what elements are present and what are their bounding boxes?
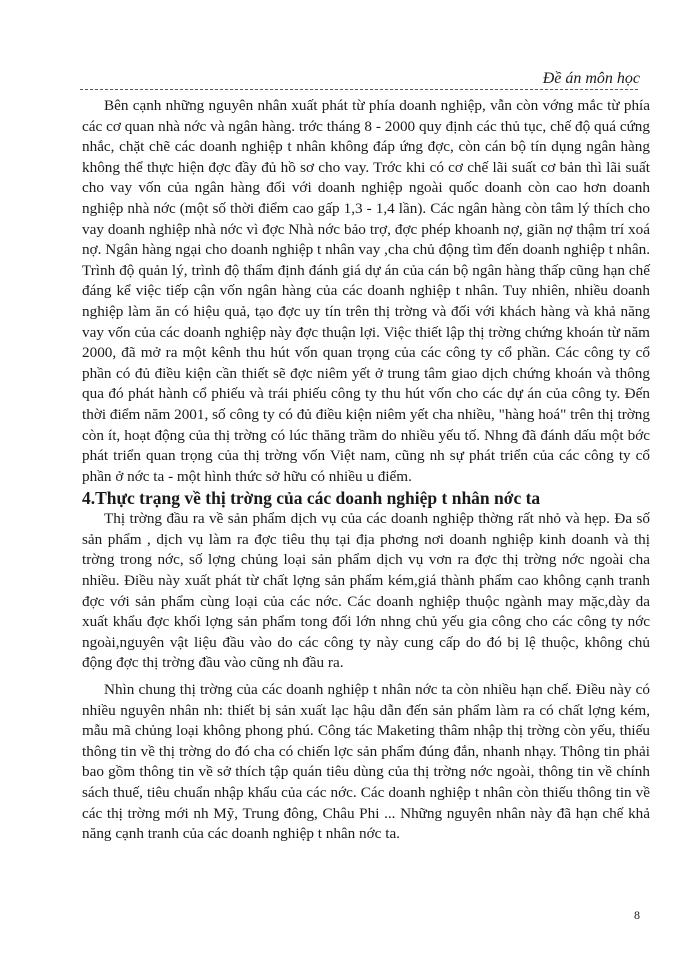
header-divider: [80, 89, 638, 90]
running-header: Đề án môn học: [542, 70, 640, 87]
page-number: 8: [634, 908, 640, 922]
page-body: [82, 96, 650, 845]
paragraph-market-limitations: Nhìn chung thị trờng của các doanh nghiệp t nhân nớc ta còn nhiều hạn chế. Điều này có nhiều nguyên nhân nh: thiết bị sản xuất lạc hậu dẫn đến sản phẩm làm ra có chất lợng kém, mẫu mã chủng loại không phong phú. Công tác Maketing thâm nhập thị trờng còn yếu, thiếu thông tin về thị trờng do đó cha có chiến lợc sản phẩm đúng đắn, nhanh nhạy. Thông tin phải bao gồm thông tin về sở thích tập quán tiêu dùng của thị trờng nớc ngoài, thông tin về chính sách thuế, tiêu chuẩn nhập khẩu của các nớc. Các doanh nghiệp t nhân còn thiếu thông tin về các thị trờng mới nh Mỹ, Trung đông, Châu Phi ... Những nguyên nhân này đã hạn chế khả năng cạnh tranh của các doanh nghiệp t nhân nớc ta.: [82, 681, 650, 843]
paragraph-bank-obstacles: Bên cạnh những nguyên nhân xuất phát từ phía doanh nghiệp, vẫn còn vớng mắc từ phía các cơ quan nhà nớc và ngân hàng. trớc tháng 8 - 2000 quy định các thủ tục, chế độ quá cứng nhắc, chặt chẽ các doanh nghiệp t nhân không đáp ứng đợc, còn cán bộ tín dụng ngân hàng không thể thực hiện đợc đầy đủ hồ sơ cho vay. Trớc khi có cơ chế lãi suất cơ bản thì lãi suất cho vay vốn của ngân hàng đối với doanh nghiệp ngoài quốc doanh còn cao hơn doanh nghiệp nhà nớc (một số thời điểm cao gấp 1,3 - 1,4 lần). Các ngân hàng còn tâm lý thích cho vay doanh nghiệp nhà nớc vì đợc Nhà nớc bảo trợ, đợc phép khoanh nợ, giãn nợ thậm trí xoá nợ. Ngân hàng ngại cho doanh nghiệp t nhân vay ,cha chủ động tìm đến doanh nghiệp t nhân. Trình độ quản lý, trình độ thẩm định đánh giá dự án của cán bộ ngân hàng thấp cũng hạn chế đáng kể việc tiếp cận vốn ngân hàng của các doanh nghiệp t nhân. Tuy nhiên, nhiều doanh nghiệp làm ăn có hiệu quả, tạo đợc uy tín trên thị trờng và đối với khách hàng và khả năng vay vốn của các doanh nghiệp này đợc thuận lợi. Việc thiết lập thị trờng chứng khoán từ năm 2000, đã mở ra một kênh thu hút vốn quan trọng của các công ty cổ phần. Các công ty cổ phần có đủ điều kiện cần thiết sẽ đợc niêm yết ở trung tâm giao dịch chứng khoán và thông qua đó phát hành cổ phiếu và trái phiếu công ty thu hút vốn cho các dự án của công ty. Đến thời điểm năm 2001, số công ty có đủ điều kiện niêm yết cha nhiều, "hàng hoá" trên thị trờng còn ít, hoạt động của thị trờng có lúc thăng trầm do nhiều yếu tố. Nhng đã đánh dấu một bớc phát triển quan trọng của thị trờng vốn Việt nam, cũng nh sự phát triển của các công ty cổ phần ở nớc ta - một hình thức sở hữu có nhiều u điểm.: [82, 97, 650, 485]
paragraph-output-market: Thị trờng đầu ra về sản phẩm dịch vụ của các doanh nghiệp thờng rất nhỏ và hẹp. Đa số sản phẩm , dịch vụ làm ra đợc tiêu thụ tại địa phơng nơi doanh nghiệp kinh doanh và thị trờng trong nớc, số lợng chủng loại sản phẩm dịch vụ vơn ra đợc thị trờng nớc ngoài cha nhiều. Điều này xuất phát từ chất lợng sản phẩm kém,giá thành phẩm cao không cạnh tranh đợc với sản phẩm cùng loại của các nớc. Các doanh nghiệp thuộc ngành may mặc,dày da xuất khẩu đợc khối lợng sản phẩm tong đối lớn nhng chủ yếu gia công cho các công ty nớc ngoài,nguyên vật liệu đầu vào do các công ty này cung cấp do đó bị lệ thuộc, không chủ động đợc thị trờng đầu vào cũng nh đầu ra.: [82, 510, 650, 672]
section-heading-market-status: 4.Thực trạng về thị trờng của các doanh nghiệp t nhân nớc ta: [82, 488, 541, 509]
